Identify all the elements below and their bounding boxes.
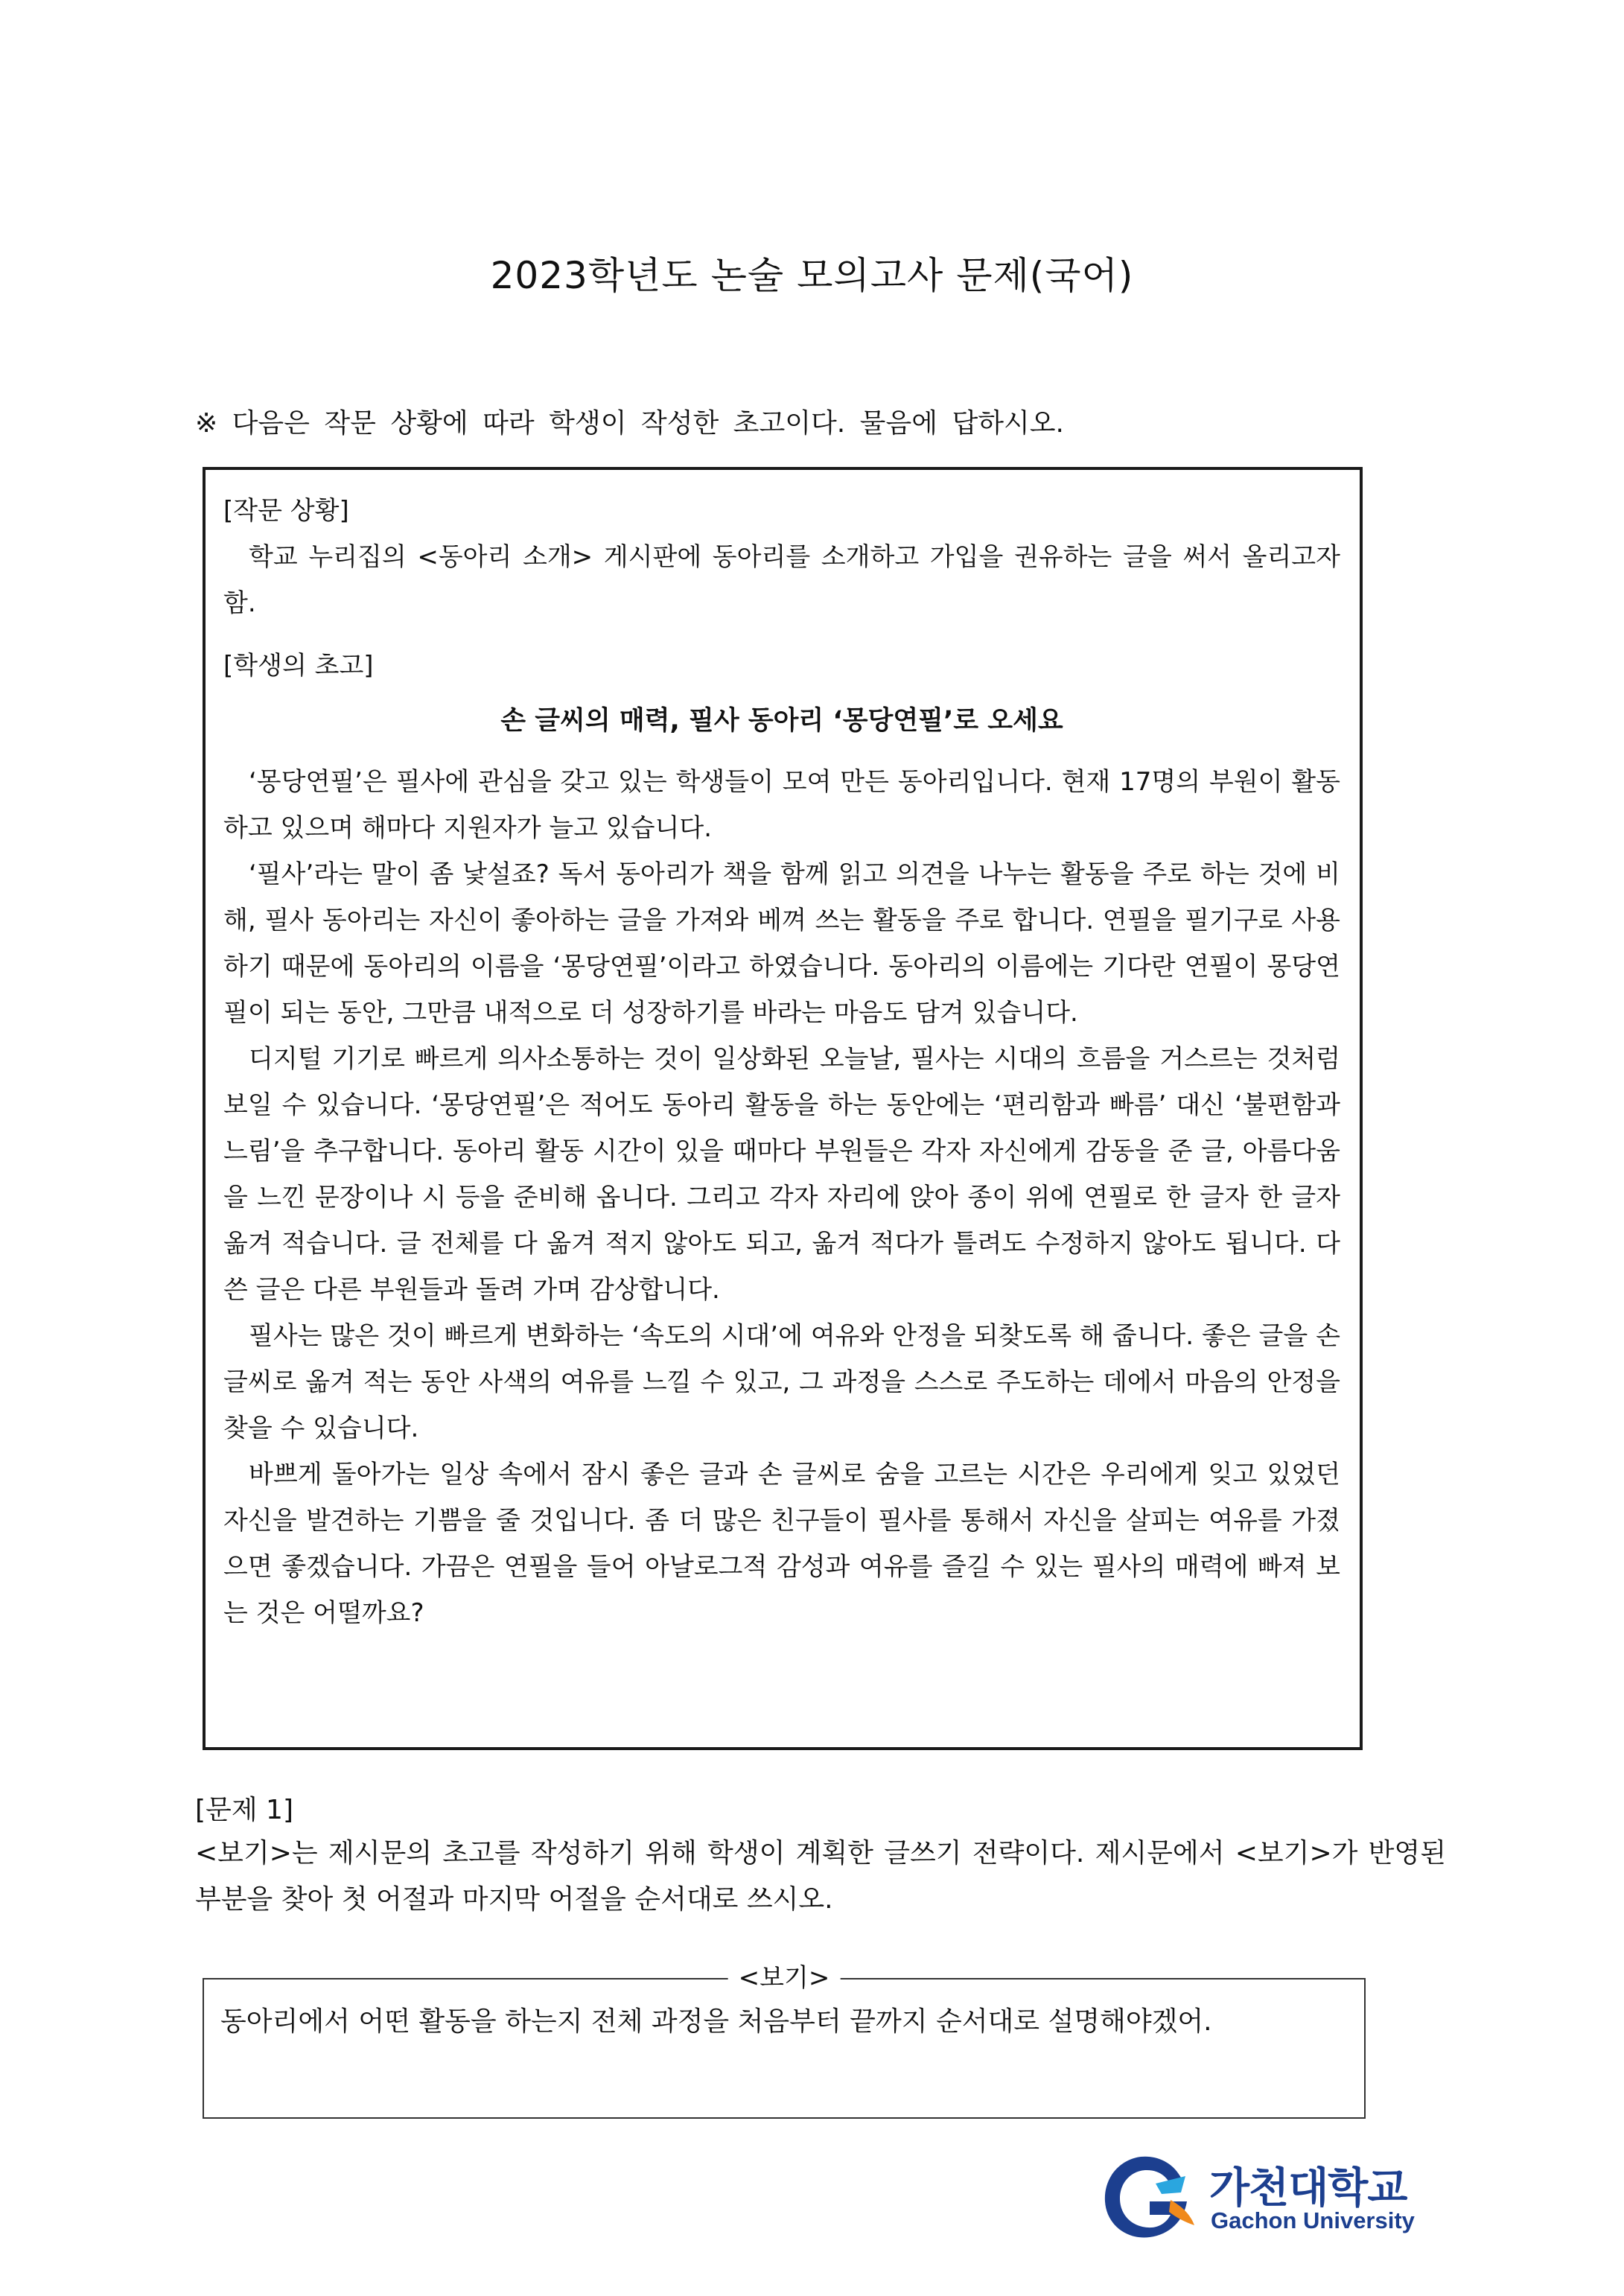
instruction-text: ※ 다음은 작문 상황에 따라 학생이 작성한 초고이다. 물음에 답하시오. [195,408,1064,439]
draft-title: 손 글씨의 매력, 필사 동아리 ‘몽당연필’로 오세요 [500,706,1063,736]
passage-box [203,467,1363,1750]
question-text: <보기>는 제시문의 초고를 작성하기 위해 학생이 계획한 글쓰기 전략이다. 제시문에서 <보기>가 반영된 부분을 찾아 첫 어절과 마지막 어절을 순서대로 쓰시오. [195,1838,1446,1915]
draft-paragraph-5: 바쁘게 돌아가는 일상 속에서 잠시 좋은 글과 손 글씨로 숨을 고르는 시간은 우리에게 잊고 있었던 자신을 발견하는 기쁨을 줄 것입니다. 좀 더 많은 친구들이 필사를 통해서 자신을 살피는 여유를 가졌으면 좋겠습니다. 가끔은 연필을 들어 아날로그적 감성과 여유를 즐길 수 있는 필사의 매력에 빠져 보는 것은 어떨까요? [223,1460,1340,1628]
logo-subtitle: Gachon University [1211,2207,1415,2233]
draft-label: [학생의 초고] [223,651,374,681]
situation-label: [작문 상황] [223,496,349,526]
university-logo [1098,2148,1440,2245]
draft-paragraph-3: 디지털 기기로 빠르게 의사소통하는 것이 일상화된 오늘날, 필사는 시대의 흐름을 거스르는 것처럼 보일 수 있습니다. ‘몽당연필’은 적어도 동아리 활동을 하는 동안에는 ‘편리함과 빠름’ 대신 ‘불편함과 느림’을 추구합니다. 동아리 활동 시간이 있을 때마다 부원들은 각자 자신에게 감동을 준 글, 아름다움을 느낀 문장이나 시 등을 준비해 옵니다. 그리고 각자 자리에 앉아 종이 위에 연필로 한 글자 한 글자 옮겨 적습니다. 글 전체를 다 옮겨 적지 않아도 되고, 옮겨 적다가 틀려도 수정하지 않아도 됩니다. 다 쓴 글은 다른 부원들과 돌려 가며 감상합니다. [223,1044,1340,1305]
question-label: [문제 1] [195,1795,293,1825]
draft-paragraph-4: 필사는 많은 것이 빠르게 변화하는 ‘속도의 시대’에 여유와 안정을 되찾도록 해 줍니다. 좋은 글을 손 글씨로 옮겨 적는 동안 사색의 여유를 느낄 수 있고, 그 과정을 스스로 주도하는 데에서 마음의 안정을 찾을 수 있습니다. [223,1321,1340,1443]
draft-paragraph-1: ‘몽당연필’은 필사에 관심을 갖고 있는 학생들이 모여 만든 동아리입니다. 현재 17명의 부원이 활동하고 있으며 해마다 지원자가 늘고 있습니다. [223,767,1340,843]
bogi-label: <보기> [728,1960,841,1996]
page-title: 2023학년도 논술 모의고사 문제(국어) [490,254,1134,297]
bogi-text: 동아리에서 어떤 활동을 하는지 전체 과정을 처음부터 끝까지 순서대로 설명해야겠어. [220,2006,1212,2037]
situation-text: 학교 누리집의 <동아리 소개> 게시판에 동아리를 소개하고 가입을 권유하는 글을 써서 올리고자 함. [223,542,1340,618]
draft-paragraph-2: ‘필사’라는 말이 좀 낯설죠? 독서 동아리가 책을 함께 읽고 의견을 나누는 활동을 주로 하는 것에 비해, 필사 동아리는 자신이 좋아하는 글을 가져와 베껴 쓰는 활동을 주로 합니다. 연필을 필기구로 사용하기 때문에 동아리의 이름을 ‘몽당연필’이라고 하였습니다. 동아리의 이름에는 기다란 연필이 몽당연필이 되는 동안, 그만큼 내적으로 더 성장하기를 바라는 마음도 담겨 있습니다. [223,859,1340,1028]
logo-name: 가천대학교 [1209,2164,1407,2213]
bogi-box [203,1963,1366,2119]
gachon-logo-mark-icon [1098,2148,1202,2245]
